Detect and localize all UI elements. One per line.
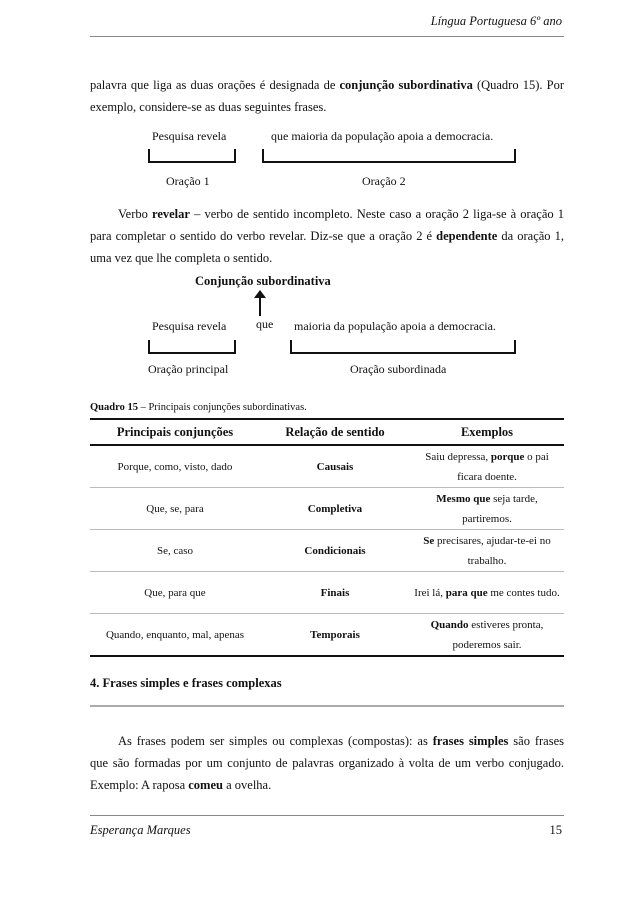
diagram2-bracket1 bbox=[148, 340, 236, 354]
diagram2-label1: Oração principal bbox=[148, 362, 229, 376]
table-cell-conjunctions: Quando, enquanto, mal, apenas bbox=[90, 614, 260, 657]
diagram1-bracket1 bbox=[148, 149, 236, 163]
page-number: 15 bbox=[549, 823, 562, 837]
footer-author: Esperança Marques bbox=[90, 823, 191, 837]
footer-rule bbox=[90, 815, 564, 816]
table-cell-relation: Finais bbox=[260, 572, 410, 614]
table-header-examples: Exemplos bbox=[410, 419, 564, 445]
para3-bold-b: comeu bbox=[188, 778, 223, 792]
para2-bold-a: revelar bbox=[152, 207, 190, 221]
example-bold: Quando bbox=[430, 618, 469, 631]
example-text: estiveres pronta, poderemos sair. bbox=[452, 618, 544, 651]
diagram2-conjunction: que bbox=[256, 317, 274, 331]
table-cell-relation: Condicionais bbox=[260, 530, 410, 572]
para3-text-c: a ovelha. bbox=[222, 778, 272, 792]
diagram2-title: Conjunção subordinativa bbox=[195, 274, 331, 288]
para1-text-b: (Quadro 15). Por exemplo, considere-se as duas seguintes frases. bbox=[90, 78, 564, 114]
table-caption bbox=[90, 402, 307, 413]
example-text: o pai ficara doente. bbox=[457, 450, 549, 483]
running-header: Língua Portuguesa 6º ano bbox=[430, 14, 562, 28]
table-cell-example bbox=[410, 614, 564, 657]
example-text: Saiu depressa, bbox=[425, 450, 491, 463]
para3-text-b: são frases que são formadas por um conjunto de palavras organizado à volta de um verbo conjugado. Exemplo: A raposa bbox=[90, 734, 564, 792]
diagram1-phrase2: que maioria da população apoia a democracia. bbox=[271, 129, 494, 143]
example-text: me contes tudo. bbox=[487, 586, 560, 599]
table-cell-example bbox=[410, 530, 564, 572]
para3-bold-a: frases simples bbox=[432, 734, 509, 748]
table-row bbox=[90, 445, 564, 488]
table-cell-conjunctions: Porque, como, visto, dado bbox=[90, 445, 260, 488]
table-row bbox=[90, 572, 564, 614]
section-rule bbox=[90, 705, 564, 707]
table-caption-text: – Principais conjunções subordinativas. bbox=[137, 402, 307, 413]
diagram2-phrase1: Pesquisa revela bbox=[152, 319, 227, 333]
example-text: Irei lá, bbox=[414, 586, 446, 599]
paragraph-verb bbox=[90, 203, 564, 269]
table-row bbox=[90, 614, 564, 657]
diagram2-bracket2 bbox=[290, 340, 516, 354]
paragraph-simple-sentences bbox=[90, 730, 564, 796]
example-text: precisares, ajudar-te-ei no trabalho. bbox=[434, 534, 551, 567]
para2-text-b: – verbo de sentido incompleto. Neste caso a oração 2 liga-se à oração 1 para completar o sentido do verbo revelar. Diz-se que a oração 2 é bbox=[90, 207, 565, 243]
diagram2-label2: Oração subordinada bbox=[350, 362, 447, 376]
para2-bold-b: dependente bbox=[436, 229, 498, 243]
table-cell-conjunctions: Que, para que bbox=[90, 572, 260, 614]
table-header-row bbox=[90, 419, 564, 445]
diagram1-label1: Oração 1 bbox=[166, 174, 210, 188]
example-bold: para que bbox=[445, 586, 488, 599]
diagram1-label2: Oração 2 bbox=[362, 174, 406, 188]
table-header-conjunctions: Principais conjunções bbox=[90, 419, 260, 445]
para3-text-a: As frases podem ser simples ou complexas (compostas): as bbox=[118, 734, 433, 748]
table-row bbox=[90, 530, 564, 572]
up-arrow-icon bbox=[254, 290, 266, 316]
table-row bbox=[90, 488, 564, 530]
table-cell-relation: Completiva bbox=[260, 488, 410, 530]
para2-text-a: Verbo bbox=[118, 207, 152, 221]
diagram1-bracket2 bbox=[262, 149, 516, 163]
table-cell-relation: Causais bbox=[260, 445, 410, 488]
section-heading: 4. Frases simples e frases complexas bbox=[90, 676, 282, 690]
conjunctions-table bbox=[90, 418, 564, 657]
table-caption-bold: Quadro 15 bbox=[90, 402, 138, 413]
table-cell-example bbox=[410, 488, 564, 530]
table-header-relation: Relação de sentido bbox=[260, 419, 410, 445]
table-cell-relation: Temporais bbox=[260, 614, 410, 657]
header-rule bbox=[90, 36, 564, 37]
para1-bold: conjunção subordinativa bbox=[339, 78, 473, 92]
table-cell-example bbox=[410, 445, 564, 488]
table-cell-conjunctions: Que, se, para bbox=[90, 488, 260, 530]
example-bold: Mesmo que bbox=[436, 492, 491, 505]
paragraph-intro bbox=[90, 74, 564, 118]
para2-text-c: da oração 1, uma vez que lhe completa o sentido. bbox=[90, 229, 564, 265]
para1-text-a: palavra que liga as duas orações é designada de bbox=[90, 78, 340, 92]
table-cell-conjunctions: Se, caso bbox=[90, 530, 260, 572]
table-cell-example bbox=[410, 572, 564, 614]
example-bold: Se bbox=[423, 534, 435, 547]
diagram2-phrase2: maioria da população apoia a democracia. bbox=[294, 319, 496, 333]
diagram1-phrase1: Pesquisa revela bbox=[152, 129, 227, 143]
example-text: seja tarde, partiremos. bbox=[462, 492, 538, 525]
example-bold: porque bbox=[490, 450, 525, 463]
